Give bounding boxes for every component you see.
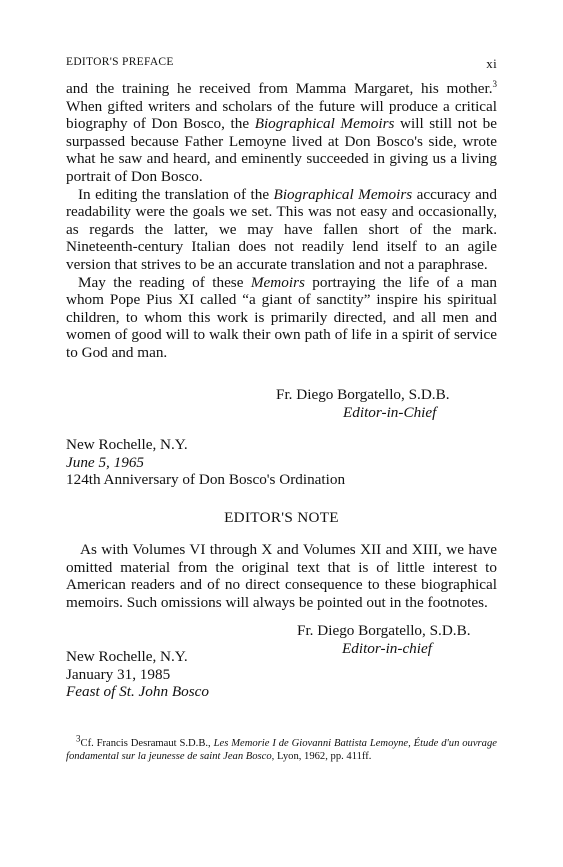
cited-title: Les Memorie I de Giovanni Battista Lemoyne, Étude d'un ouvrage fondamental sur la jeunesse de saint Jean Bosco, — [66, 738, 497, 762]
page-number: xi — [486, 56, 497, 71]
preface-paragraph-1: and the training he received from Mamma Margaret, his mother.$^3$ When gifted writers and scholars of the future will produce a critical biography of Don Bosco, the Biographical Memoirs will still not be surpassed because Father Lemoyne lived at Don Bosco's side, wrote what he saw and heard, and eminently succeeded in giving us a living portrait of Don Bosco. — [66, 78, 497, 185]
note-signature-role: Editor-in-chief — [342, 640, 432, 657]
footnote — [66, 733, 497, 763]
note-occasion: Feast of St. John Bosco — [66, 683, 209, 701]
preface-dateline — [66, 436, 345, 489]
preface-signature-role: Editor-in-Chief — [343, 404, 437, 421]
preface-paragraph-3: May the reading of these Memoirs portraying the life of a man whom Pope Pius XI called “a giant of sanctity” inspire his spiritual children, to whom this work is primarily directed, and all men and women of good will to walk their own path of life in a spirit of service to God and man. — [66, 273, 497, 361]
book-title: Biographical Memoirs — [254, 115, 395, 133]
note-signature-name: Fr. Diego Borgatello, S.D.B. — [297, 622, 471, 639]
preface-date: June 5, 1965 — [66, 453, 145, 471]
book-title: Memoirs — [250, 273, 305, 291]
footnote-marker: 3 — [76, 733, 81, 744]
note-dateline — [66, 648, 209, 701]
running-title: EDITOR'S PREFACE — [66, 56, 174, 68]
preface-body — [66, 80, 497, 362]
preface-place: New Rochelle, N.Y. — [66, 436, 188, 453]
editors-note-paragraph: As with Volumes VI through X and Volumes XII and XIII, we have omitted material from the original text that is of little interest to American readers and of no direct consequence to these biographical memoirs. Such omissions will always be pointed out in the footnotes. — [66, 541, 497, 611]
note-place: New Rochelle, N.Y. — [66, 648, 188, 665]
editors-note-body — [66, 541, 497, 611]
footnote-reference: 3 — [492, 78, 497, 89]
footnote-3: $^3$Cf. Francis Desramaut S.D.B., Les Memorie I de Giovanni Battista Lemoyne, Étude d'un ouvrage fondamental sur la jeunesse de saint Jean Bosco, Lyon, 1962, pp. 411ff. — [66, 733, 497, 762]
preface-signature-name: Fr. Diego Borgatello, S.D.B. — [276, 386, 450, 403]
running-head — [66, 56, 497, 71]
note-date: January 31, 1985 — [66, 665, 171, 683]
book-title: Biographical Memoirs — [273, 185, 413, 203]
preface-paragraph-2: In editing the translation of the Biographical Memoirs accuracy and readability were the goals we set. This was not easy and occasionally, as regards the latter, we may have fallen short of the mark. Nineteenth-century Italian does not readily lend itself to an agile version that strives to be an accurate translation and not a paraphrase. — [66, 185, 497, 273]
preface-occasion: 124th Anniversary of Don Bosco's Ordination — [66, 471, 346, 489]
editors-note-heading: EDITOR'S NOTE — [224, 509, 339, 526]
